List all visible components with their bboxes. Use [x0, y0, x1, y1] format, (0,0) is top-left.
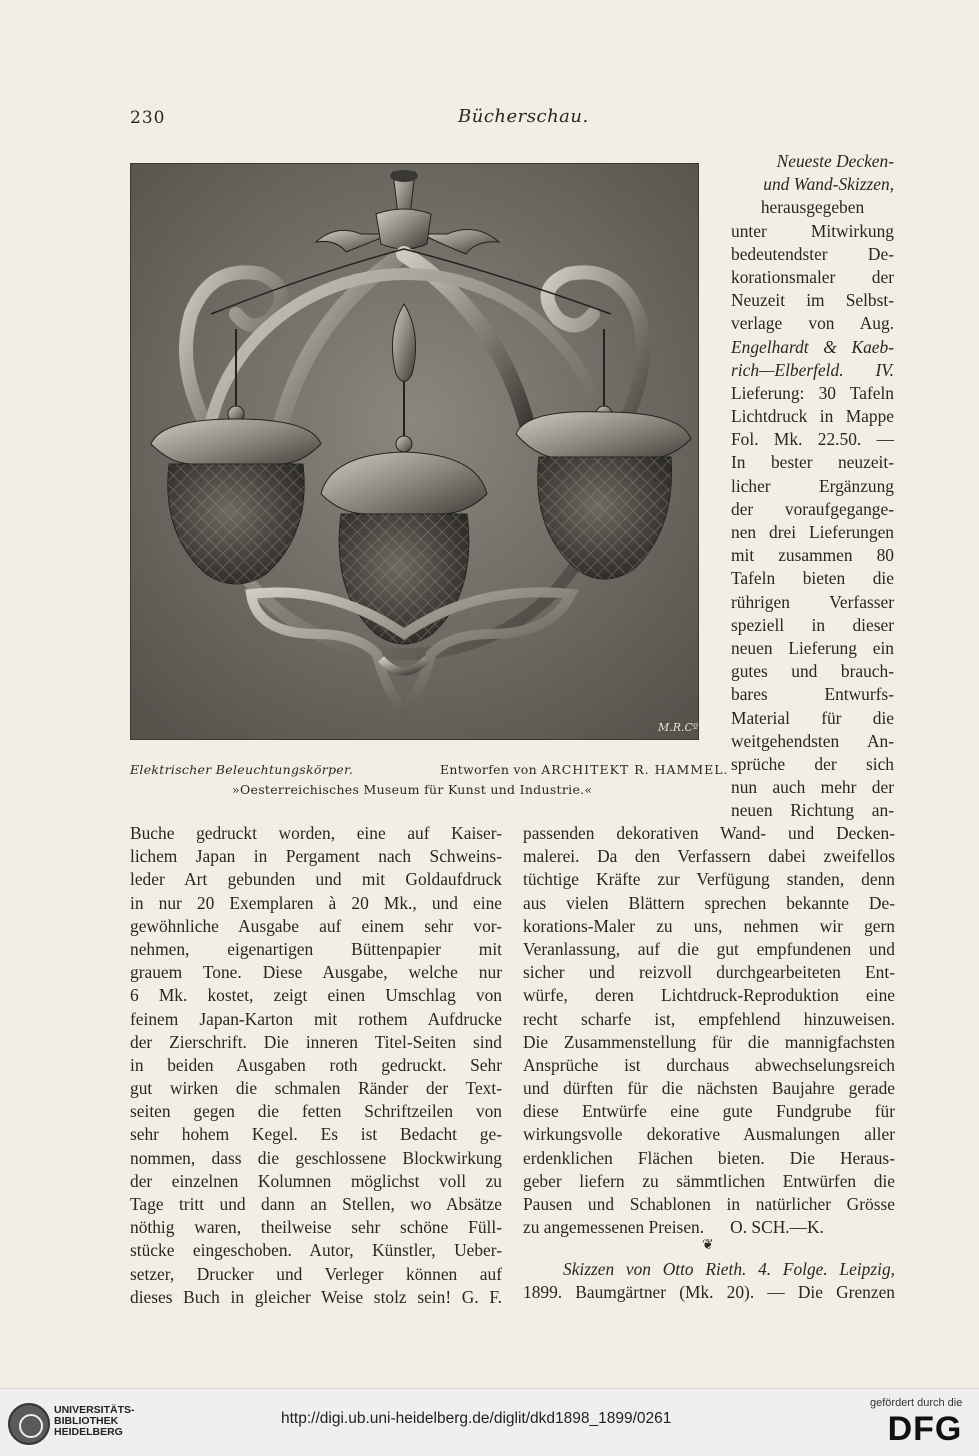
right-line: tüchtige Kräfte zur Verfügung standen, denn	[523, 869, 895, 890]
side-line: licher Ergänzung	[731, 475, 894, 496]
plate-monogram: M.R.Cº	[658, 721, 698, 734]
side-line: herausgegeben	[760, 197, 865, 218]
side-line: neuen Richtung an-	[731, 800, 894, 821]
left-line: Buche gedruckt worden, eine auf Kaiser-	[130, 823, 502, 843]
university-library-logo[interactable]	[8, 1403, 148, 1443]
side-line: und Wand-Skizzen,	[763, 174, 894, 195]
right-line: passenden dekorativen Wand- und Decken-	[523, 823, 895, 843]
left-line: der Zierschrift. Die inneren Titel-Seiten sind	[130, 1031, 502, 1052]
right-line: aus vielen Blättern sprechen bekannte De-	[523, 892, 895, 913]
caption-title: Elektrischer Beleuchtungskörper.	[130, 762, 354, 777]
left-line: der einzelnen Kolumnen möglichst voll zu	[130, 1170, 502, 1191]
left-line: nommen, dass die geschlossene Blockwirkung	[130, 1147, 502, 1168]
side-line: gutes und brauch-	[731, 661, 894, 682]
side-line: mit zusammen 80	[731, 545, 894, 566]
light-fixture-illustration	[131, 164, 698, 739]
left-line: 6 Mk. kostet, zeigt einen Umschlag von	[130, 985, 502, 1006]
right-line: und dürften für die nächsten Baujahre gerade	[523, 1078, 895, 1099]
left-line: stücke eingeschoben. Autor, Künstler, Ueber-	[130, 1240, 502, 1261]
side-line: neuen Lieferung ein	[731, 637, 894, 658]
right-line: würfe, deren Lichtdruck-Reproduktion eine	[523, 985, 895, 1006]
left-line: nehmen, eigenartigen Büttenpapier mit	[130, 938, 502, 959]
left-line: gut wirken die schmalen Ränder der Text-	[130, 1078, 502, 1099]
side-line: korationsmaler der	[731, 266, 894, 287]
running-title: Bücherschau.	[458, 106, 589, 127]
side-line: nun auch mehr der	[731, 777, 894, 798]
side-line: nen drei Lieferungen	[731, 522, 894, 542]
side-line: verlage von Aug.	[731, 313, 894, 334]
dfg-wordmark: DFG	[887, 1410, 963, 1448]
side-line: sprüche der sich	[731, 753, 894, 774]
right-line: wirkungsvolle dekorative Ausmalungen aller	[523, 1124, 895, 1145]
right-line: erdenklichen Flächen bieten. Die Heraus-	[523, 1147, 895, 1168]
right-line: korations-Maler zu uns, nehmen wir gern	[523, 915, 895, 936]
illustration-plate	[130, 163, 699, 740]
right-line: geber liefern zu sämmtlichen Entwürfen die	[523, 1170, 895, 1191]
skizzen-line: Skizzen von Otto Rieth. 4. Folge. Leipzig,	[563, 1259, 895, 1279]
funded-by-text: gefördert durch die	[870, 1397, 963, 1409]
right-column	[523, 822, 895, 1239]
right-line: malerei. Da den Verfassern dabei zweifellos	[523, 846, 895, 867]
permalink-url[interactable]: http://digi.ub.uni-heidelberg.de/diglit/dkd1898_1899/0261	[281, 1410, 672, 1427]
side-line: rührigen Verfasser	[731, 591, 894, 612]
caption-credit	[440, 762, 729, 777]
right-line: recht scharfe ist, empfehlend hinzuweisen.	[523, 1008, 895, 1029]
side-line: bares Entwurfs-	[731, 684, 894, 705]
caption-museum: »Oesterreichisches Museum für Kunst und Industrie.«	[232, 782, 593, 797]
side-line: Fol. Mk. 22.50. —	[731, 429, 894, 450]
caption-credit-prefix: Entworfen von	[440, 762, 537, 777]
side-line: Lieferung: 30 Tafeln	[731, 382, 894, 403]
right-line: sicher und reizvoll durchgearbeiteten Ent-	[523, 962, 895, 983]
right-line: zu angemessenen Preisen. O. SCH.—K.	[523, 1217, 824, 1238]
side-line: Lichtdruck in Mappe	[731, 406, 894, 427]
caption-architect: ARCHITEKT R. HAMMEL.	[541, 762, 729, 777]
right-line: Die Zusammenstellung für die mannigfachsten	[523, 1031, 895, 1052]
left-line: grauem Tone. Diese Ausgabe, welche nur	[130, 962, 502, 983]
section-ornament: ❦	[702, 1237, 714, 1253]
left-line: setzer, Drucker und Verleger können auf	[130, 1263, 502, 1284]
side-line: speziell in dieser	[731, 614, 894, 635]
side-line: rich—Elberfeld. IV.	[731, 359, 894, 380]
left-line: nöthig waren, theilweise sehr schöne Füll-	[130, 1217, 502, 1238]
digitization-footer	[0, 1388, 979, 1456]
right-line: Pausen und Schablonen in natürlicher Grösse	[523, 1194, 895, 1214]
side-line: Engelhardt & Kaeb-	[731, 336, 894, 357]
side-line: Tafeln bieten die	[731, 568, 894, 589]
university-seal-icon	[8, 1403, 50, 1445]
side-line: unter Mitwirkung	[731, 220, 894, 241]
right-line: diese Entwürfe eine gute Fundgrube für	[523, 1101, 895, 1122]
right-line: Ansprüche ist durchaus abwechselungsreich	[523, 1054, 895, 1075]
side-line: Neueste Decken-	[776, 151, 894, 171]
left-line: lichem Japan in Pergament nach Schweins-	[130, 846, 502, 867]
left-line: sehr hohem Kegel. Es ist Bedacht ge-	[130, 1124, 502, 1145]
library-name: UNIVERSITÄTS- BIBLIOTHEK HEIDELBERG	[54, 1404, 135, 1438]
side-column	[731, 150, 894, 822]
left-line: gewöhnliche Ausgabe auf einem sehr vor-	[130, 915, 502, 936]
left-column	[130, 822, 502, 1309]
left-line: seiten gegen die fetten Schriftzeilen von	[130, 1101, 502, 1122]
side-line: der voraufgegange-	[731, 498, 894, 519]
side-line: bedeutendster De-	[731, 243, 894, 264]
side-line: Neuzeit im Selbst-	[731, 290, 894, 311]
left-line: Tage tritt und dann an Stellen, wo Absätze	[130, 1194, 502, 1214]
left-line: dieses Buch in gleicher Weise stolz sein! G. F.	[130, 1286, 502, 1307]
side-line: In bester neuzeit-	[731, 452, 894, 473]
right-line: Veranlassung, auf die gut empfundenen und	[523, 938, 895, 959]
side-line: weitgehendsten An-	[731, 730, 894, 751]
figure-caption	[130, 762, 729, 777]
left-line: leder Art gebunden und mit Goldaufdruck	[130, 869, 502, 890]
side-line: Material für die	[731, 707, 894, 728]
left-line: in nur 20 Exemplaren à 20 Mk., und eine	[130, 892, 502, 913]
page-number: 230	[130, 108, 166, 128]
left-line: feinem Japan-Karton mit rothem Aufdrucke	[130, 1008, 502, 1029]
skizzen-review	[523, 1258, 895, 1304]
dfg-logo[interactable]	[870, 1397, 962, 1447]
skizzen-line: 1899. Baumgärtner (Mk. 20). — Die Grenzen	[523, 1282, 895, 1303]
left-line: in beiden Ausgaben roth gedruckt. Sehr	[130, 1054, 502, 1075]
